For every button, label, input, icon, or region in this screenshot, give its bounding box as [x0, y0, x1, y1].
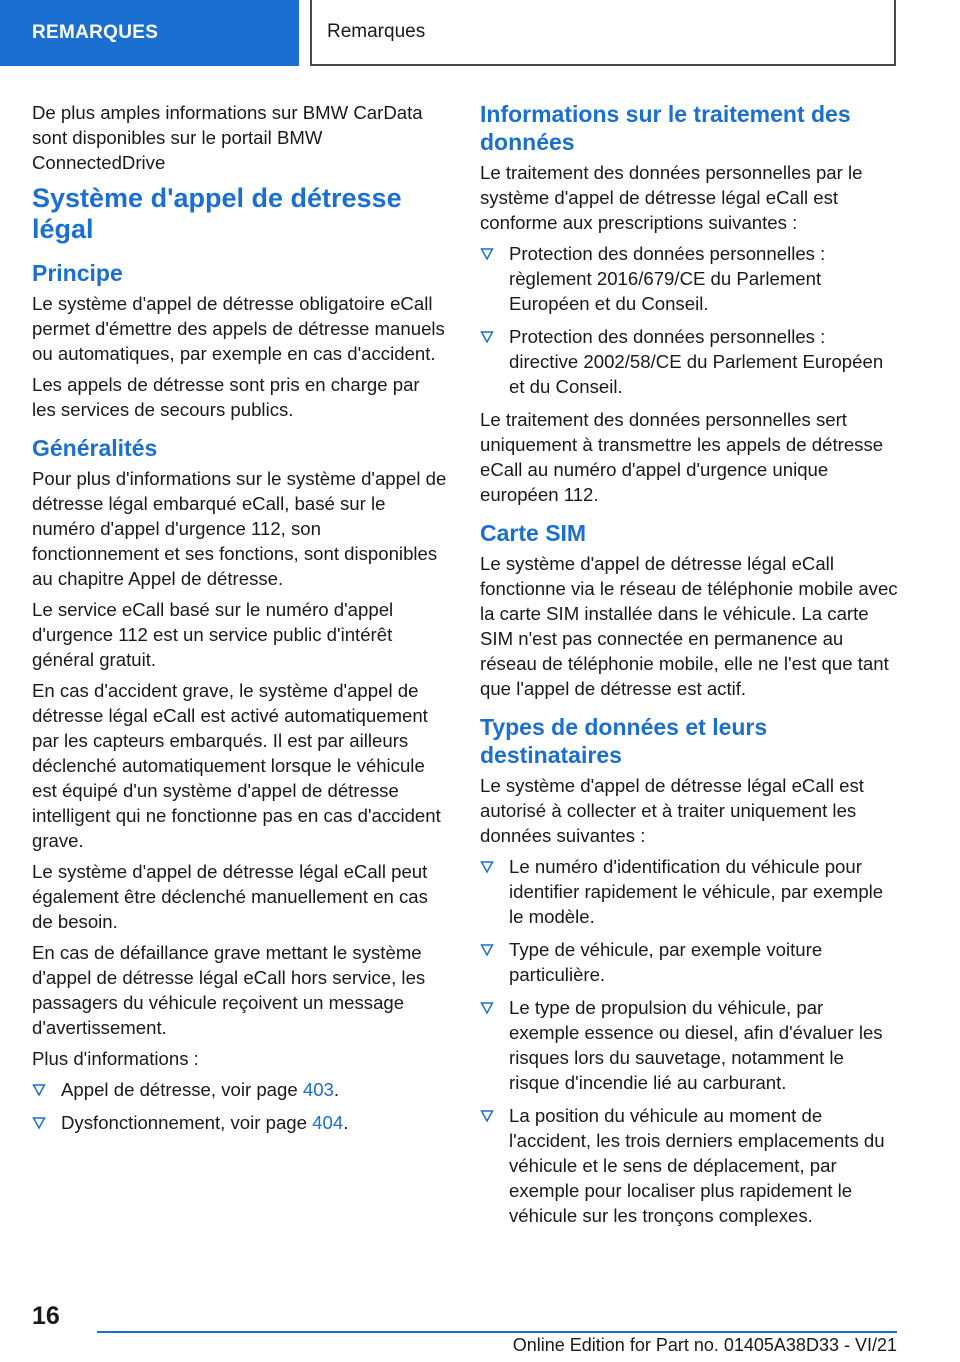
list-item — [480, 324, 898, 399]
list-item — [480, 241, 898, 316]
heading-traitement: Informations sur le traitement des données — [480, 101, 851, 155]
triangle-bullet-icon — [480, 1001, 494, 1015]
triangle-bullet-icon — [480, 330, 494, 344]
list-item — [32, 1077, 448, 1102]
paragraph: Le système d'appel de détresse légal eCall peut également être déclenché manuellement en cas de besoin. — [32, 861, 428, 932]
list-item-text: Type de véhicule, par exemple voiture particulière. — [509, 939, 823, 985]
section-tab: REMARQUES — [0, 0, 299, 66]
left-column — [32, 100, 448, 1143]
list-item — [480, 995, 898, 1095]
list-item-text: Protection des données personnelles : règlement 2016/679/CE du Parlement Européen et du Conseil. — [509, 243, 826, 314]
list-item-text: La position du véhicule au moment de l'accident, les trois derniers emplacements du véhicule et le sens de déplacement, par exemple pour localiser plus rapidement le véhicule sur les tronçons complexes. — [509, 1105, 885, 1226]
triangle-bullet-icon — [480, 247, 494, 261]
regulation-list — [480, 241, 898, 399]
intro-paragraph: De plus amples informations sur BMW CarData sont disponibles sur le portail BMW ConnectedDrive — [32, 102, 423, 173]
triangle-bullet-icon — [32, 1083, 46, 1097]
triangle-bullet-icon — [480, 1109, 494, 1123]
paragraph: Le système d'appel de détresse légal eCall est autorisé à collecter et à traiter uniquement les données suivantes : — [480, 775, 864, 846]
paragraph: Les appels de détresse sont pris en charge par les services de secours publics. — [32, 374, 420, 420]
heading-generalites: Généralités — [32, 435, 158, 461]
paragraph: En cas d'accident grave, le système d'appel de détresse légal eCall est activé automatiquement par les capteurs embarqués. Il est par ailleurs déclenché automatiquement lorsque le véhicule est équipé d'un système d'appel de détresse intelligent qui ne fonctionne pas en cas d'accident grave. — [32, 680, 441, 851]
footer-edition: Online Edition for Part no. 01405A38D33 - VI/21 — [512, 1335, 897, 1355]
heading-types-donnees: Types de données et leurs destinataires — [480, 714, 768, 768]
right-column — [480, 100, 898, 1236]
list-item — [480, 937, 898, 987]
paragraph: Plus d'informations : — [32, 1048, 199, 1069]
paragraph: Le service eCall basé sur le numéro d'appel d'urgence 112 est un service public d'intérêt général gratuit. — [32, 599, 394, 670]
page-number: 16 — [32, 1302, 60, 1330]
page-link[interactable]: 403 — [302, 1079, 334, 1100]
list-item-text: Le type de propulsion du véhicule, par exemple essence ou diesel, afin d'évaluer les risques lors du sauvetage, notamment le risque d'incendie lié au carburant. — [509, 997, 883, 1093]
reference-list — [32, 1077, 448, 1135]
list-item-text: Le numéro d'identification du véhicule pour identifier rapidement le véhicule, par exemple le modèle. — [509, 856, 884, 927]
triangle-bullet-icon — [32, 1116, 46, 1130]
list-item-end: . — [343, 1112, 349, 1133]
list-item-text: Dysfonctionnement, voir page — [61, 1112, 313, 1133]
triangle-bullet-icon — [480, 860, 494, 874]
paragraph: Le traitement des données personnelles par le système d'appel de détresse légal eCall est conforme aux prescriptions suivantes : — [480, 162, 863, 233]
paragraph: Le système d'appel de détresse obligatoire eCall permet d'émettre des appels de détresse manuels ou automatiques, par exemple en cas d'accident. — [32, 293, 445, 364]
list-item — [480, 1103, 898, 1228]
list-item — [480, 854, 898, 929]
page-link[interactable]: 404 — [312, 1112, 344, 1133]
paragraph: Pour plus d'informations sur le système d'appel de détresse légal embarqué eCall, basé sur le numéro d'appel d'urgence 112, son fonctionnement et ses fonctions, sont disponibles au chapitre Appel de détresse. — [32, 468, 447, 589]
section-heading-ecall: Système d'appel de détresse légal — [32, 183, 402, 244]
list-item-end: . — [333, 1079, 340, 1100]
paragraph: Le traitement des données personnelles sert uniquement à transmettre les appels de détresse eCall au numéro d'appel d'urgence unique européen 112. — [480, 409, 884, 505]
page-header-title: Remarques — [310, 0, 896, 66]
heading-carte-sim: Carte SIM — [480, 520, 587, 546]
list-item — [32, 1110, 448, 1135]
list-item-text: Appel de détresse, voir page — [61, 1079, 303, 1100]
data-types-list — [480, 854, 898, 1228]
paragraph: En cas de défaillance grave mettant le système d'appel de détresse légal eCall hors service, les passagers du véhicule reçoivent un message d'avertissement. — [32, 942, 426, 1038]
heading-principe: Principe — [32, 260, 123, 286]
list-item-text: Protection des données personnelles : directive 2002/58/CE du Parlement Européen et du Conseil. — [509, 326, 884, 397]
paragraph: Le système d'appel de détresse légal eCall fonctionne via le réseau de téléphonie mobile avec la carte SIM installée dans le véhicule. La carte SIM n'est pas connectée en permanence au réseau de téléphonie mobile, elle ne l'est que tant que l'appel de détresse est actif. — [480, 553, 898, 699]
triangle-bullet-icon — [480, 943, 494, 957]
